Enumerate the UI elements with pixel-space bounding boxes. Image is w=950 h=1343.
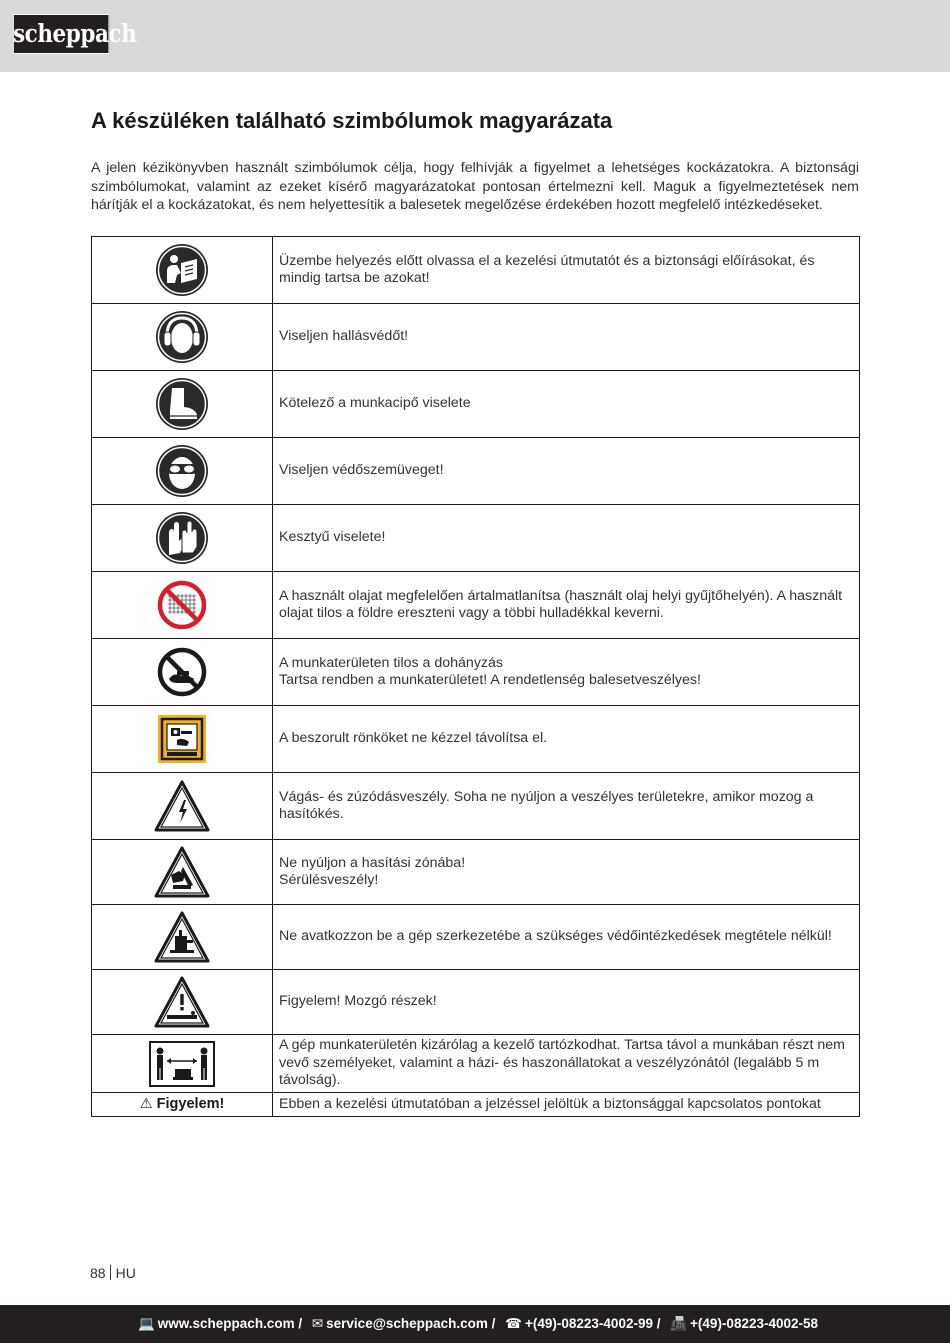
separator	[110, 1265, 111, 1280]
table-row	[92, 1093, 860, 1117]
warning-label: ⚠ Figyelem!	[139, 1095, 225, 1112]
symbol-description: Ne avatkozzon be a gép szerkezetébe a szükséges védőintézkedések megtétele nélkül!	[273, 905, 860, 970]
table-row	[92, 371, 860, 438]
symbol-cell	[92, 371, 273, 438]
page-title: A készüléken található szimbólumok magyarázata	[91, 108, 613, 133]
no-oil-disposal-icon	[155, 578, 209, 632]
symbol-cell	[92, 237, 273, 304]
table-row	[92, 304, 860, 371]
symbol-cell	[92, 572, 273, 639]
phone-number: ☎ +(49)-08223-4002-99 /	[505, 1316, 661, 1331]
table-row	[92, 237, 860, 304]
table-row	[92, 572, 860, 639]
intro-paragraph: A jelen kézikönyvben használt szimbólumok célja, hogy felhívják a figyelmet a lehetséges kockázatokra. A biztonsági szimbólumokat, valamint az ezeket kísérő magyarázatokat pontosan értelmezni kell. Maguk a figyelmeztetések nem hárítják el a kockázatokat, és nem helyettesítik a balesetek megelőzése érdekében hozott megfelelő intézkedéseket.	[91, 160, 859, 213]
envelope-icon: ✉	[311, 1316, 324, 1331]
moving-parts-icon	[153, 975, 211, 1029]
symbol-description: Viseljen védőszemüveget!	[273, 438, 860, 505]
table-row	[92, 639, 860, 706]
symbol-description: Üzembe helyezés előtt olvassa el a kezelési útmutatót és a biztonsági előírásokat, és mindig tartsa be azokat!	[273, 237, 860, 304]
symbol-description: Figyelem! Mozgó részek!	[273, 970, 860, 1035]
computer-icon: 💻	[137, 1316, 155, 1331]
symbol-cell	[92, 970, 273, 1035]
symbol-cell	[92, 706, 273, 773]
table-row	[92, 773, 860, 840]
language-code: HU	[115, 1265, 136, 1281]
symbol-cell	[92, 639, 273, 706]
table-row	[92, 970, 860, 1035]
symbol-description: Vágás- és zúzódásveszély. Soha ne nyúljon a veszélyes területekre, amikor mozog a hasítókés.	[273, 773, 860, 840]
email-link[interactable]: ✉ service@scheppach.com /	[311, 1316, 496, 1331]
symbol-description: A használt olajat megfelelően ártalmatlanítsa (használt olaj helyi gyűjtőhelyén). A használt olajat tilos a földre ereszteni vagy a többi hulladékkal keverni.	[273, 572, 860, 639]
table-row	[92, 905, 860, 970]
hand-injury-icon	[153, 845, 211, 899]
operator-only-icon	[149, 1041, 215, 1087]
brand-logo[interactable]: scheppach	[13, 14, 109, 54]
read-manual-icon	[155, 243, 209, 297]
symbol-description: Kötelező a munkacipő viselete	[273, 371, 860, 438]
table-row	[92, 1035, 860, 1093]
symbol-cell	[92, 905, 273, 970]
warning-description: Ebben a kezelési útmutatóban a jelzéssel jelöltük a biztonsággal kapcsolatos pontokat	[273, 1093, 860, 1117]
fax-number: 📠 +(49)-08223-4002-58	[670, 1316, 819, 1331]
symbol-description: A beszorult rönköket ne kézzel távolítsa el.	[273, 706, 860, 773]
cutting-hazard-icon	[153, 779, 211, 833]
symbol-description: Viseljen hallásvédőt!	[273, 304, 860, 371]
header-band	[0, 0, 950, 72]
warning-label-cell	[92, 1093, 273, 1117]
symbol-cell	[92, 505, 273, 572]
symbol-description: Kesztyű viselete!	[273, 505, 860, 572]
table-row	[92, 505, 860, 572]
symbol-description: Ne nyúljon a hasítási zónába! Sérülésveszély!	[273, 840, 860, 905]
table-row	[92, 706, 860, 773]
symbol-cell	[92, 438, 273, 505]
symbol-description: A munkaterületen tilos a dohányzás Tartsa rendben a munkaterületet! A rendetlenség balesetveszélyes!	[273, 639, 860, 706]
symbol-cell	[92, 1035, 273, 1093]
ear-protection-icon	[155, 310, 209, 364]
website-link[interactable]: 💻 www.scheppach.com /	[137, 1316, 303, 1331]
page-number	[90, 1265, 136, 1281]
symbol-description: A gép munkaterületén kizárólag a kezelő tartózkodhat. Tartsa távol a munkában részt nem vevő személyeket, valamint a házi- és haszonállatokat a veszélyzónától (legalább 5 m távolság).	[273, 1035, 860, 1093]
contact-bar	[0, 1305, 950, 1343]
phone-icon: ☎	[505, 1316, 522, 1331]
no-smoking-icon	[155, 645, 209, 699]
gloves-icon	[155, 511, 209, 565]
table-row	[92, 840, 860, 905]
safety-goggles-icon	[155, 444, 209, 498]
symbol-cell	[92, 304, 273, 371]
fax-icon: 📠	[670, 1316, 688, 1331]
symbol-cell	[92, 773, 273, 840]
symbol-cell	[92, 840, 273, 905]
safety-boots-icon	[155, 377, 209, 431]
jammed-log-warning-icon	[157, 714, 207, 764]
machine-hazard-icon	[153, 910, 211, 964]
page-number-value: 88	[90, 1265, 106, 1281]
table-row	[92, 438, 860, 505]
symbols-table	[91, 236, 860, 1117]
